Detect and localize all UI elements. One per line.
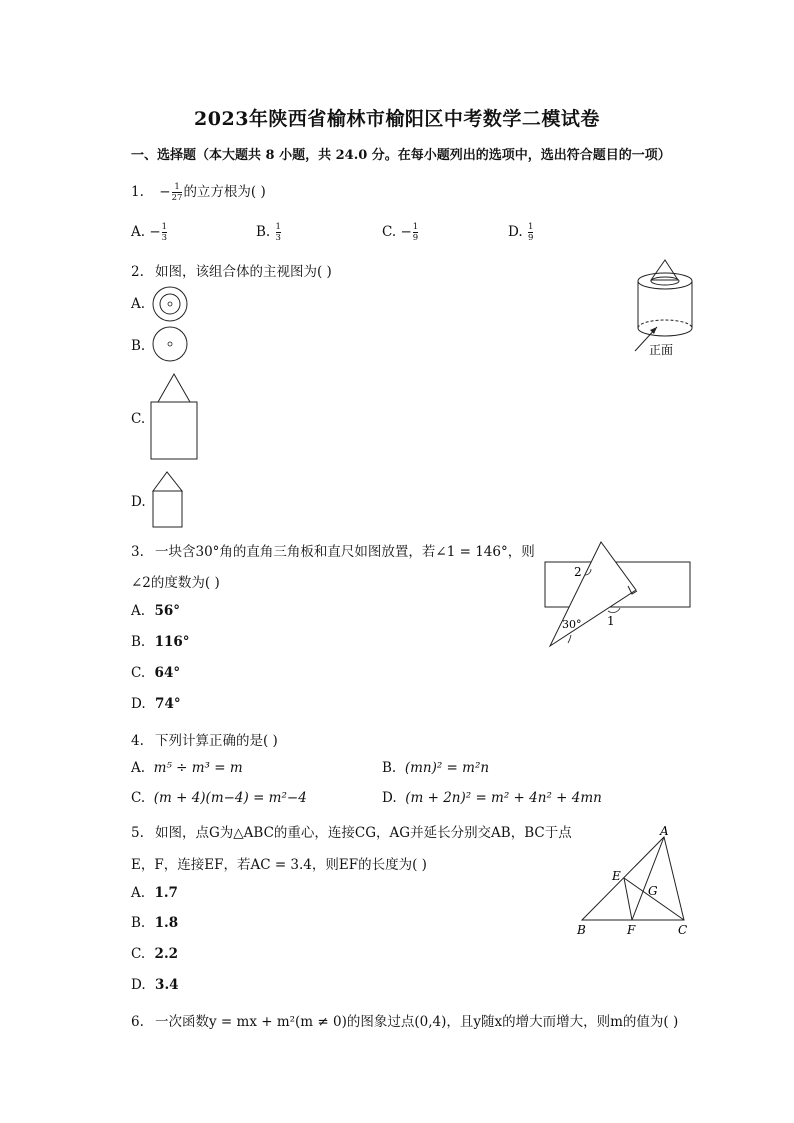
question-number: 1. bbox=[131, 184, 144, 200]
ruler-triangle-figure bbox=[540, 538, 700, 653]
question-5-line-1: 5. 如图，点G为△ABC的重心，连接CG，AG并延长分别交AB，BC于点 bbox=[131, 825, 572, 841]
q5-option-c[interactable]: C. 2.2 bbox=[131, 946, 179, 962]
q1-option-d[interactable]: D. $\frac{1}{9}$ bbox=[508, 222, 534, 243]
vertex-b-label: B bbox=[577, 923, 586, 937]
angle-30-label: 30° bbox=[562, 618, 582, 631]
q1-option-a[interactable]: A. − $\frac{1}{3}$ bbox=[131, 222, 168, 243]
question-2: 2. 如图，该组合体的主视图为( ) bbox=[131, 264, 332, 280]
q3-option-c[interactable]: C. 64° bbox=[131, 665, 181, 681]
minus-sign: − bbox=[159, 184, 171, 200]
angle-2-label: 2 bbox=[574, 565, 582, 579]
question-3-line-2: ∠2的度数为( ) bbox=[131, 575, 220, 591]
q1-option-b[interactable]: B. $\frac{1}{3}$ bbox=[256, 222, 281, 243]
q3-option-a[interactable]: A. 56° bbox=[131, 603, 180, 619]
centroid-triangle-figure bbox=[572, 822, 702, 942]
question-text: 的立方根为( ) bbox=[183, 184, 266, 200]
question-text: 一块含30°角的直角三角板和直尺如图放置，若∠1 = 146°，则 bbox=[155, 544, 535, 560]
question-text: 一次函数y = mx + m²(m ≠ 0)的图象过点(0,4)，且y随x的增大而增大，则m的值为( ) bbox=[155, 1014, 679, 1030]
circle-with-dot-icon bbox=[150, 325, 190, 365]
triangle-on-rectangle-icon bbox=[150, 372, 200, 462]
question-3-line-1: 3. 一块含30°角的直角三角板和直尺如图放置，若∠1 = 146°，则 bbox=[131, 544, 535, 560]
question-text: 如图，点G为△ABC的重心，连接CG，AG并延长分别交AB，BC于点 bbox=[155, 825, 572, 841]
q5-option-a[interactable]: A. 1.7 bbox=[131, 885, 178, 901]
section-heading: 一、选择题（本大题共 8 小题，共 24.0 分。在每小题列出的选项中，选出符合题目的一项） bbox=[131, 148, 671, 163]
q4-option-a[interactable]: A. m⁵ ÷ m³ = m bbox=[131, 760, 243, 776]
vertex-c-label: C bbox=[678, 923, 688, 937]
point-g-label: G bbox=[648, 884, 658, 898]
q4-option-b[interactable]: B. (mn)² = m²n bbox=[382, 760, 490, 776]
q2-option-a[interactable]: A. bbox=[131, 296, 146, 312]
page-title: 2023年陕西省榆林市榆阳区中考数学二模试卷 bbox=[194, 108, 600, 130]
q5-option-b[interactable]: B. 1.8 bbox=[131, 915, 179, 931]
angle-1-label: 1 bbox=[607, 614, 615, 628]
fraction: $\frac{1}{27}$ bbox=[171, 182, 183, 203]
q2-option-b[interactable]: B. bbox=[131, 338, 146, 354]
q2-option-d[interactable]: D. bbox=[131, 494, 146, 510]
q5-option-d[interactable]: D. 3.4 bbox=[131, 977, 179, 993]
front-view-label: 正面 bbox=[649, 343, 674, 357]
q3-option-d[interactable]: D. 74° bbox=[131, 696, 181, 712]
q4-option-d[interactable]: D. (m + 2n)² = m² + 4n² + 4mn bbox=[382, 790, 602, 806]
concentric-circles-icon bbox=[150, 285, 190, 325]
question-5-line-2: E，F，连接EF，若AC = 3.4，则EF的长度为( ) bbox=[131, 857, 427, 873]
question-1 bbox=[131, 180, 266, 203]
point-e-label: E bbox=[612, 869, 621, 883]
question-6: 6. 一次函数y = mx + m²(m ≠ 0)的图象过点(0,4)，且y随x的增大而增大，则m的值为( ) bbox=[131, 1014, 679, 1030]
q3-option-b[interactable]: B. 116° bbox=[131, 634, 190, 650]
point-f-label: F bbox=[627, 923, 636, 937]
q4-option-c[interactable]: C. (m + 4)(m−4) = m²−4 bbox=[131, 790, 307, 806]
question-text: 下列计算正确的是( ) bbox=[155, 733, 278, 749]
cone-cylinder-figure bbox=[625, 258, 705, 363]
question-4: 4. 下列计算正确的是( ) bbox=[131, 733, 278, 749]
question-text: 如图，该组合体的主视图为( ) bbox=[155, 264, 332, 280]
q1-option-c[interactable]: C. − $\frac{1}{9}$ bbox=[382, 222, 419, 243]
q2-option-c[interactable]: C. bbox=[131, 411, 146, 427]
vertex-a-label: A bbox=[660, 824, 669, 838]
small-triangle-rectangle-icon bbox=[150, 470, 186, 530]
